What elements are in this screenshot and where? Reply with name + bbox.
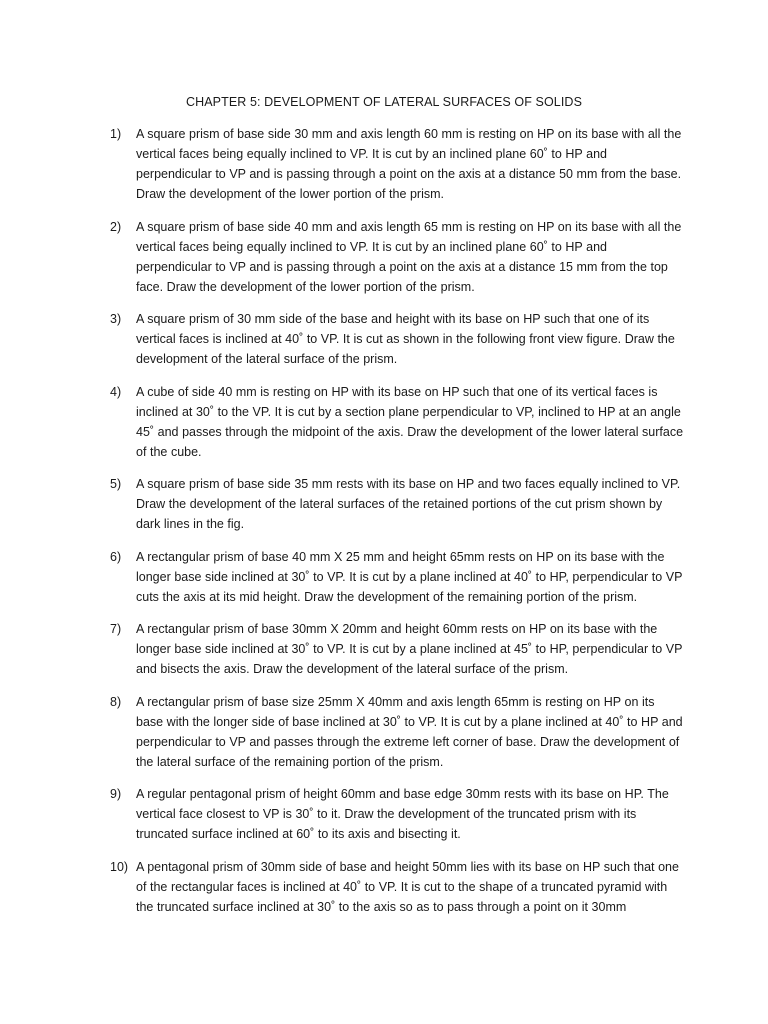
question-text: A square prism of base side 40 mm and axis length 65 mm is resting on HP on its base with all the vertical faces being equally inclined to VP. It is cut by an inclined plane 60˚ to HP and perpendicular to VP and is passing through a point on the axis at a distance 15 mm from the top face. Draw the development of the lower portion of the prism.: [136, 219, 682, 294]
question-text: A cube of side 40 mm is resting on HP with its base on HP such that one of its vertical faces is inclined at 30˚ to the VP. It is cut by a section plane perpendicular to VP, inclined to HP at an angle 45˚ and passes through the midpoint of the axis. Draw the development of the lower lateral surface of the cube.: [136, 384, 684, 459]
question-number: 9): [110, 787, 122, 801]
question-item: [110, 547, 685, 607]
question-item: [110, 857, 685, 917]
question-text: A square prism of 30 mm side of the base and height with its base on HP such that one of its vertical faces is inclined at 40˚ to VP. It is cut as shown in the following front view figure. Draw the development of the lateral surface of the prism.: [136, 312, 675, 366]
question-number: 10): [110, 859, 129, 874]
question-number: 6): [110, 549, 122, 564]
question-text: A square prism of base side 30 mm and axis length 60 mm is resting on HP on its base with all the vertical faces being equally inclined to VP. It is cut by an inclined plane 60˚ to HP and perpendicular to VP and is passing through a point on the axis at a distance 50 mm from the base. Draw the development of the lower portion of the prism.: [136, 127, 682, 201]
question-text: A rectangular prism of base 40 mm X 25 mm and height 65mm rests on HP on its base with the longer base side inclined at 30˚ to VP. It is cut by a plane inclined at 40˚ to HP, perpendicular to VP cuts the axis at its mid height. Draw the development of the remaining portion of the prism.: [136, 549, 683, 604]
question-item: [110, 474, 685, 534]
question-item: [110, 382, 685, 462]
question-number: 1): [110, 127, 122, 141]
question-text: A rectangular prism of base 30mm X 20mm and height 60mm rests on HP on its base with the longer base side inclined at 30˚ to VP. It is cut by a plane inclined at 45˚ to HP, perpendicular to VP and bisects the axis. Draw the development of the lateral surface of the prism.: [136, 622, 683, 676]
question-item: [110, 692, 685, 772]
question-item: [110, 124, 685, 204]
question-item: [110, 309, 685, 369]
question-text: A regular pentagonal prism of height 60mm and base edge 30mm rests with its base on HP. The vertical face closest to VP is 30˚ to it. Draw the development of the truncated prism with its truncated surface inclined at 60˚ to its axis and bisecting it.: [136, 787, 669, 841]
chapter-title: CHAPTER 5: DEVELOPMENT OF LATERAL SURFACES OF SOLIDS: [185, 95, 583, 109]
question-number: 2): [110, 219, 122, 234]
question-item: [110, 784, 685, 844]
question-text: A square prism of base side 35 mm rests with its base on HP and two faces equally inclined to VP. Draw the development of the lateral surfaces of the retained portions of the cut prism shown by dark lines in the fig.: [136, 477, 681, 531]
question-text: A pentagonal prism of 30mm side of base and height 50mm lies with its base on HP such that one of the rectangular faces is inclined at 40˚ to VP. It is cut to the shape of a truncated pyramid with the truncated surface inclined at 30˚ to the axis so as to pass through a point on it 30mm: [136, 859, 679, 914]
question-list: [110, 124, 685, 929]
question-number: 3): [110, 312, 122, 326]
question-number: 8): [110, 694, 122, 709]
question-number: 5): [110, 477, 122, 491]
question-item: [110, 619, 685, 679]
question-text: A rectangular prism of base size 25mm X 40mm and axis length 65mm is resting on HP on its base with the longer side of base inclined at 30˚ to VP. It is cut by a plane inclined at 40˚ to HP and perpendicular to VP and passes through the extreme left corner of base. Draw the development of the lateral surface of the remaining portion of the prism.: [136, 694, 683, 769]
question-item: [110, 217, 685, 297]
question-number: 7): [110, 622, 122, 636]
question-number: 4): [110, 384, 122, 399]
